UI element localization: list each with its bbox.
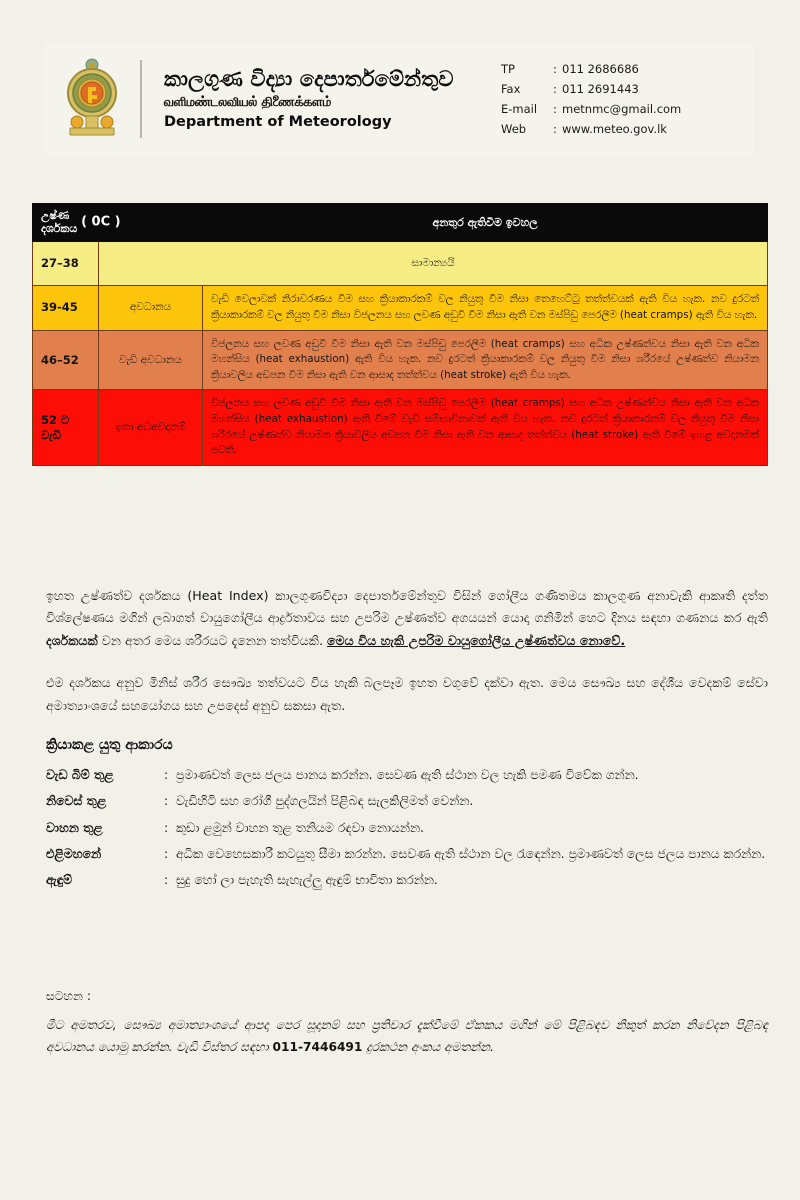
contact-label-fax: Fax [501, 82, 521, 97]
advice-term-clothing: ඇඳුම් [46, 872, 72, 888]
body-copy [46, 585, 768, 896]
crest-container [44, 58, 140, 140]
contact-separator: : [553, 121, 557, 136]
table-header-row [33, 204, 768, 242]
column-header-heat-index [33, 204, 203, 242]
contact-row-tp [501, 60, 746, 80]
advice-term-worksites: වැඩ බිම් තුළ [46, 767, 114, 783]
cell-description-danger: විජලනය සහ ලවණ අඩුවී වීම නිසා ඇති වන මස්පිඩු පෙරලීම (heat cramps) සහ අධික උෂ්ණත්වය නිසා ඇති වන අධික මහන්සිය (heat exhaustion) ඇති වීමේ වැඩි සම්භාවිතාවක් ඇති විය හැක. නව දුරටත් ක්‍රියාකාරකම් වල නියුතු වීම නිසා ශරීරයේ උෂ්ණත්ව නියාමන ක්‍රියාවලිය අඩපන වීම නිසා ඇති වන ආසාද තත්ත්වය (heat stroke) ඇති වීමේ ඉහළ අවදානමක් පවතී. [203, 390, 768, 466]
paragraph-1-underlined-note: මෙය විය හැකි උපරිම වායුගෝලීය උෂ්ණත්වය නොවේ. [327, 632, 626, 648]
advice-colon: : [164, 846, 169, 862]
advice-desc-clothing: සුදු හෝ ලා පැහැති සැහැල්ලු ඇඳුම් භාවිතා කරන්න. [176, 872, 438, 888]
paragraph-1-part-a: ඉහත උෂ්ණත්ව දර්ශකය (Heat Index) කාලගුණවිද්‍යා දෙපාර්තමේන්තුව විසින් ගෝලීය ගණිතමය කාලගුණ අනාවැකි ආකෘති දත්ත විශ්ලේෂණය මගින් ලබාගත් වායුගෝලීය ආර්ද්‍රතාවය සහ උපරිම උෂ්ණත්ව අගයයන් යොදා ගනිමින් හෙට දිනය සඳහා ගණනය කර ඇති [46, 588, 768, 626]
advice-item-clothing [46, 869, 768, 890]
heat-index-table [32, 203, 768, 466]
advice-desc-worksites: ප්‍රමාණවත් ලෙස ජලය පානය කරන්න. සෙවණ ඇති ස්ථාන වල හැකි පමණ විවේක ගන්න. [176, 767, 639, 783]
paragraph-1-part-b: වන අතර මෙය ශරීරයට දැනෙන තත්වියකි. [97, 632, 328, 648]
cell-range-danger: 52 ට වැඩි [33, 390, 99, 466]
contact-value-fax: 011 2691443 [562, 82, 639, 97]
org-name-english: Department of Meteorology [164, 114, 392, 130]
header-index-line1: උෂ්ණ [41, 209, 70, 222]
table-row-normal [33, 242, 768, 286]
org-name-tamil: வளிமண்டலவியல் திணைக்களம் [164, 94, 332, 110]
contact-separator: : [553, 62, 557, 77]
advice-item-vehicles [46, 817, 768, 838]
note-block [46, 986, 768, 1058]
table-head [33, 204, 768, 242]
advice-desc-outdoors: අධික වෙහෙසකාරී කටයුතු සීමා කරන්න. සෙවණ ඇති ස්ථාන වල රැඳෙන්න. ප්‍රමාණවත් ලෙස ජලය පානය කරන්න. [176, 846, 766, 862]
national-emblem-icon [61, 58, 123, 140]
org-name-sinhala: කාලගුණ විද්‍යා දෙපාර්තමේන්තුව [164, 67, 454, 92]
table-row-extreme-caution [33, 330, 768, 390]
contact-label-web: Web [501, 121, 527, 136]
paragraph-1-emphasis: දර්ශකයක් [46, 632, 98, 648]
contact-separator: : [553, 102, 557, 116]
table-row-caution [33, 286, 768, 330]
advice-term-homes: නිවෙස් තුළ [46, 793, 107, 809]
advice-term-outdoors: එළිමහනේ [46, 846, 102, 862]
cell-description-extreme: විජලනය සහ ලවණ අඩුවී වීම නිසා ඇති වන මස්පිඩු පෙරලීම (heat cramps) සහ අධික උෂ්ණත්වය නිසා ඇති වන අධික මහන්සිය (heat exhaustion) ඇති විය හැක. නව දුරටත් ක්‍රියාකාරකම් වල නියුතු වීම නිසා ශරීරයේ උෂ්ණත්ව නියාමන ක්‍රියාවලිය අඩපන වීම නිසා ඇති වන ආසාද තත්ත්වය (heat stroke) ඇති විය හැක. [203, 330, 768, 390]
letterhead [44, 42, 754, 156]
table-row-danger [33, 390, 768, 466]
cell-description-normal: සාමාන්‍යයි [99, 242, 768, 286]
cell-level-extreme: වැඩි අවධානය [99, 330, 203, 390]
cell-description-caution: වැඩි වෙලාවක් නිරාවරණය වීම සහ ක්‍රියාකාරකම් වල නියුතු වීම නිසා තෙහෙට්ටු තත්ත්වයක් ඇති විය හැක. නව දුරටත් ක්‍රියාකාරකම් වල නියුතු වීම නිසා විජලනය සහ ලවණ අඩුවී වීම නිසා ඇති වන මස්පිඩු පෙරලීම (heat cramps) ඇති විය හැක. [203, 286, 768, 330]
contact-label-tp: TP [501, 62, 515, 77]
paragraph-health-impact: එම දර්ශකය අනුව මිනිස් ශරීර සෞඛ්‍ය තත්වයට විය හැකි බලපෑම ඉහත වගුවේ දක්වා ඇත. මෙය සෞඛ්‍ය සහ දේශීය වෙදකම් සේවා අමාත්‍යාංශයේ සහයෝගය සහ උපදෙස් අනුව සකසා ඇත. [46, 675, 768, 713]
contact-details [501, 58, 754, 139]
advice-colon: : [164, 793, 169, 809]
table-body [33, 242, 768, 466]
contact-row-email [501, 100, 746, 120]
cell-range-extreme: 46–52 [33, 330, 99, 390]
advice-colon: : [164, 872, 169, 888]
cell-level-caution: අවධානය [99, 286, 203, 330]
advice-desc-vehicles: කුඩා ළමුන් වාහන තුළ තනියම රඳවා නොයන්න. [176, 819, 424, 835]
paragraph-heat-index-explanation [46, 585, 768, 652]
contact-value-tp: 011 2686686 [562, 62, 639, 77]
column-header-risk: අනතුර ඇතිවීම ඉවහල [203, 204, 768, 242]
note-phone-number[interactable]: 011-7446491 [272, 1039, 363, 1054]
contact-value-email[interactable]: metnmc@gmail.com [562, 102, 682, 116]
header-index-unit: ( 0C ) [81, 214, 121, 230]
advice-item-worksites [46, 764, 768, 785]
section-title-actions: ක්‍රියාකළ යුතු ආකාරය [46, 737, 173, 754]
contact-row-fax [501, 80, 746, 100]
advice-item-outdoors [46, 843, 768, 864]
advice-desc-homes: වැඩිහිටි සහ රෝගී පුද්ගලයින් පිළිබඳ සැලකිලිමත් වෙන්න. [176, 793, 474, 809]
note-label: සටහන : [46, 989, 91, 1003]
contact-label-email: E-mail [501, 102, 538, 116]
cell-range-caution: 39-45 [33, 286, 99, 330]
contact-value-web[interactable]: www.meteo.gov.lk [562, 121, 667, 136]
advice-colon: : [164, 767, 169, 783]
advice-term-vehicles: වාහන තුළ [46, 819, 103, 835]
note-text-part-a: මීට අමතරව, සෞඛ්‍ය අමාත්‍යාංශයේ ආපදා පෙර සූදානම් සහ ප්‍රතිචාර දැක්වීමේ ඒකකය මගින් මේ පිළිබඳව නිකුත් කරන නිවේදන පිළිබඳ අවධානය යොමු කරන්න. වැඩි විස්තර සඳහා [46, 1017, 768, 1054]
organisation-names [164, 64, 501, 134]
cell-range-normal: 27–38 [33, 242, 99, 286]
note-text [46, 1014, 768, 1058]
advice-colon: : [164, 819, 169, 835]
header-index-line2: දර්ශකය [41, 221, 78, 235]
letterhead-divider [140, 60, 142, 138]
note-text-part-b: දුරකථන අංකය අමතන්න. [362, 1039, 494, 1054]
advice-item-homes [46, 790, 768, 811]
cell-level-danger: ඉතා අධිඅවදානම් [99, 390, 203, 466]
contact-row-web [501, 120, 746, 140]
advice-list [46, 764, 768, 891]
contact-separator: : [553, 82, 557, 97]
